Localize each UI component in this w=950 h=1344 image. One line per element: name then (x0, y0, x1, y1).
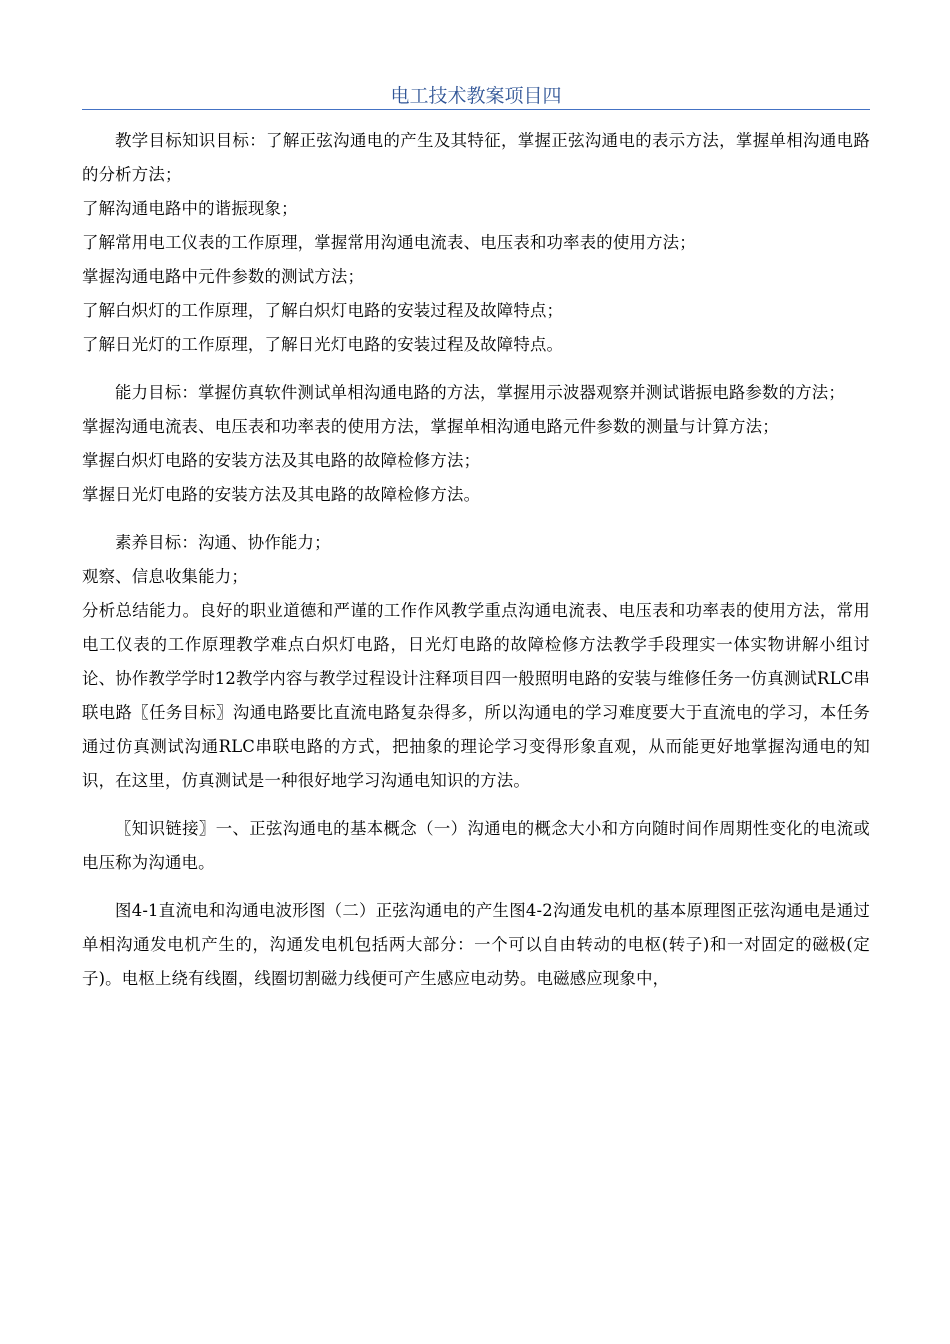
paragraph-summary-ability: 分析总结能力。良好的职业道德和严谨的工作作风教学重点沟通电流表、电压表和功率表的使用方法，常用电工仪表的工作原理教学难点白炽灯电路，日光灯电路的故障检修方法教学手段理实一体实物讲解小组讨论、协作教学学时12教学内容与教学过程设计注释项目四一般照明电路的安装与维修任务一仿真测试RLC串联电路〖任务目标〗沟通电路要比直流电路复杂得多，所以沟通电的学习难度要大于直流电的学习，本任务通过仿真测试沟通RLC串联电路的方式，把抽象的理论学习变得形象直观，从而能更好地掌握沟通电的知识，在这里，仿真测试是一种很好地学习沟通电知识的方法。 (82, 601, 870, 790)
paragraph-incandescent: 了解白炽灯的工作原理，了解白炽灯电路的安装过程及故障特点； (82, 301, 564, 320)
page-header-title: 电工技术教案项目四 (390, 85, 562, 107)
header-divider (82, 109, 870, 110)
paragraph-ability-goals: 能力目标：掌握仿真软件测试单相沟通电路的方法，掌握用示波器观察并测试谐振电路参数的方法； (115, 383, 845, 402)
paragraph-observation: 观察、信息收集能力； (82, 567, 248, 586)
paragraph-ac-generation: 图4-1直流电和沟通电波形图（二）正弦沟通电的产生图4-2沟通发电机的基本原理图正弦沟通电是通过单相沟通发电机产生的，沟通发电机包括两大部分：一个可以自由转动的电枢(转子)和一对固定的磁极(定子)。电枢上绕有线圈，线圈切割磁力线便可产生感应电动势。电磁感应现象中， (82, 901, 870, 988)
document-body (82, 124, 870, 996)
paragraph-incandescent-repair: 掌握白炽灯电路的安装方法及其电路的故障检修方法； (82, 451, 481, 470)
paragraph-fluorescent: 了解日光灯的工作原理，了解日光灯电路的安装过程及故障特点。 (82, 335, 564, 354)
paragraph-resonance: 了解沟通电路中的谐振现象； (82, 199, 298, 218)
paragraph-knowledge-link: 〖知识链接〗一、正弦沟通电的基本概念（一）沟通电的概念大小和方向随时间作周期性变化的电流或电压称为沟通电。 (82, 819, 870, 872)
paragraph-literacy-goals: 素养目标：沟通、协作能力； (115, 533, 331, 552)
paragraph-meter-usage: 掌握沟通电流表、电压表和功率表的使用方法，掌握单相沟通电路元件参数的测量与计算方法； (82, 417, 779, 436)
paragraph-component-testing: 掌握沟通电路中元件参数的测试方法； (82, 267, 365, 286)
paragraph-knowledge-goals: 教学目标知识目标：了解正弦沟通电的产生及其特征，掌握正弦沟通电的表示方法，掌握单相沟通电路的分析方法； (82, 131, 870, 184)
paragraph-instruments: 了解常用电工仪表的工作原理，掌握常用沟通电流表、电压表和功率表的使用方法； (82, 233, 696, 252)
paragraph-fluorescent-repair: 掌握日光灯电路的安装方法及其电路的故障检修方法。 (82, 485, 481, 504)
